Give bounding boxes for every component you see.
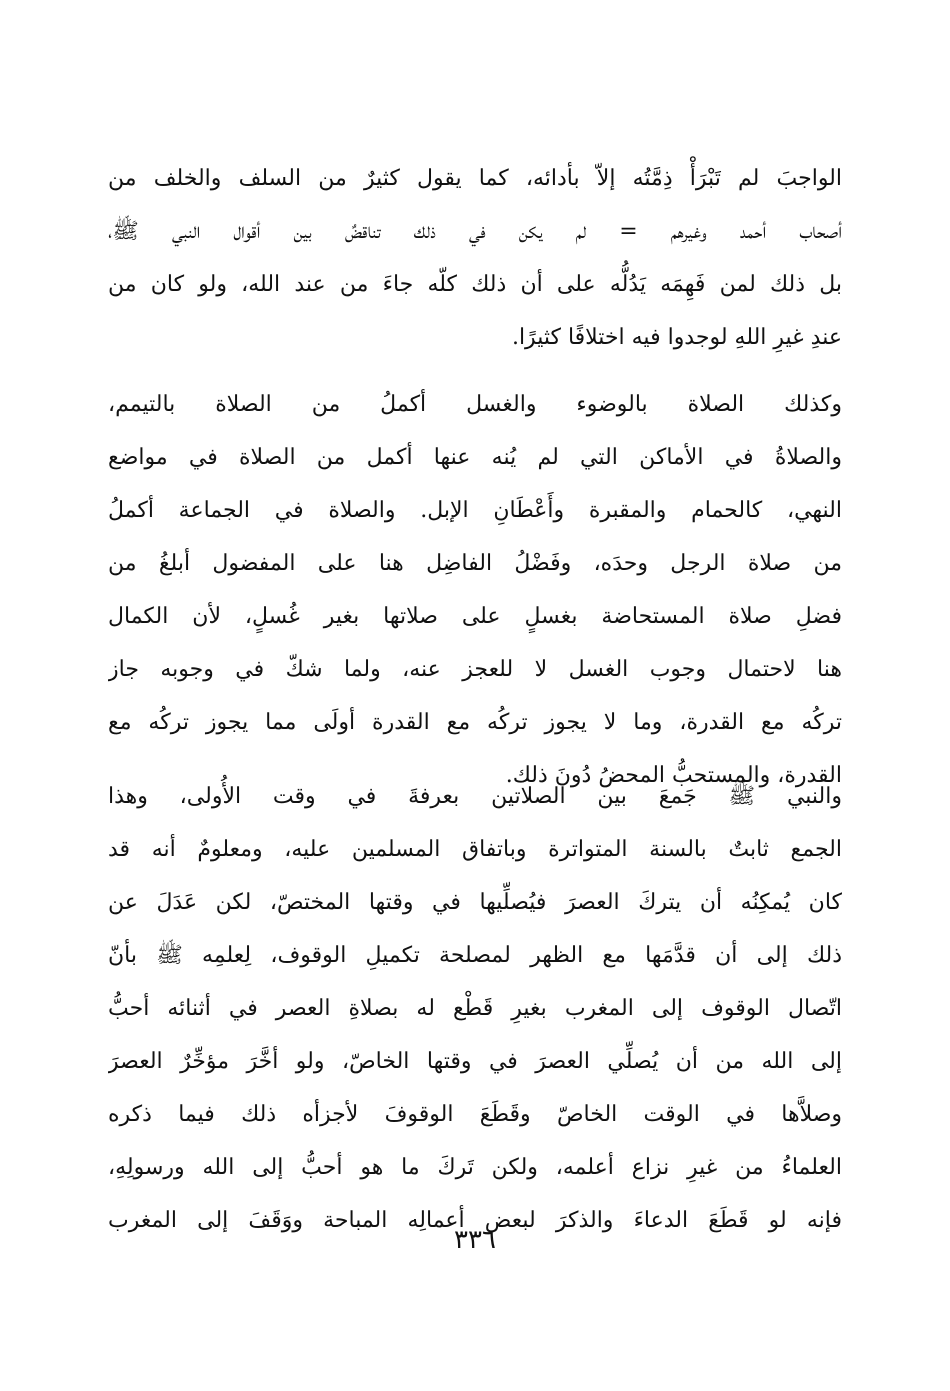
paragraph-line: تركُه مع القدرة، وما لا يجوز تركُه مع القدرة أولَى مما يجوز تركُه مع: [108, 710, 842, 735]
paragraph-line: إلى الله من أن يُصلِّي العصرَ في وقتها الخاصّ، ولو أخَّرَ مؤخِّرٌ العصرَ: [108, 1049, 842, 1074]
paragraph-line: فضلِ صلاة المستحاضة بغسلٍ على صلاتها بغير غُسلٍ، لأن الكمال: [108, 604, 842, 629]
paragraph-line: من صلاة الرجل وحدَه، وفَضْلُ الفاضِل هنا على المفضول أبلغُ من: [108, 551, 842, 576]
paragraph-line: كان يُمكِنُه أن يتركَ العصرَ فيُصلِّيها في وقتها المختصّ، لكن عَدَلَ عن: [108, 890, 842, 915]
paragraph-line: والصلاةُ في الأماكن التي لم يُنه عنها أكمل من الصلاة في مواضع: [108, 445, 842, 470]
paragraph-2: [108, 378, 842, 802]
paragraph-line: النهي، كالحمام والمقبرة وأَعْطَانِ الإبل. والصلاة في الجماعة أكملُ: [108, 498, 842, 523]
paragraph-line: الجمع ثابتٌ بالسنة المتواترة وباتفاق المسلمين عليه، ومعلومٌ أنه قد: [108, 837, 842, 862]
paragraph-line: اتّصال الوقوف إلى المغرب بغيرِ قَطْع له بصلاةِ العصر في أثنائه أحبُّ: [108, 996, 842, 1021]
paragraph-line: هنا لاحتمال وجوب الغسل لا للعجز عنه، ولما شكّ في وجوبه جاز: [108, 657, 842, 682]
paragraph-1: [108, 152, 842, 364]
paragraph-line: وصلاَّها في الوقت الخاصّ وقَطَعَ الوقوفَ لأجزأه ذلك فيما ذكره: [108, 1102, 842, 1127]
paragraph-line: وكذلك الصلاة بالوضوء والغسل أكملُ من الصلاة بالتيمم،: [108, 392, 842, 417]
paragraph-line: العلماءُ من غيرِ نزاع أعلمه، ولكن تَركَ ما هو أحبُّ إلى الله ورسولِهِ،: [108, 1155, 842, 1180]
paragraph-line: القدرة، والمستحبُّ المحضُ دُونَ ذلك.: [505, 763, 842, 788]
paragraph-line: ذلك إلى أن قدَّمَها مع الظهر لمصلحة تكميلِ الوقوف، لِعلمِه ﷺ بأنّ: [108, 943, 842, 968]
page-number: ٣٣٦: [454, 1225, 496, 1255]
paragraph-line: فإنه لو قَطَعَ الدعاءَ والذكرَ لبعض أعمالِه المباحة ووَقَفَ إلى المغرب: [108, 1208, 842, 1233]
paragraph-line: عندِ غيرِ اللهِ لوجدوا فيه اختلافًا كثيرًا.: [511, 325, 842, 350]
paragraph-line: بل ذلك لمن فَهِمَه يَدُلُّه على أن ذلك كلّه جاءَ من عند الله، ولو كان من: [108, 272, 842, 297]
paragraph-line: والنبي ﷺ جَمعَ بين الصلاتين بعرفةَ في وقت الأُولى، وهذا: [108, 784, 842, 809]
paragraph-3: [108, 770, 842, 1247]
paragraph-line: أصحاب أحمد وغيرهم = لم يكن في ذلك تناقضٌ بين أقوال النبي ﷺ،: [108, 219, 842, 244]
paragraph-line: الواجبَ لم تَبْرَأْ ذِمَّتُه إلاّ بأدائه، كما يقول كثيرٌ من السلف والخلف من: [108, 166, 842, 191]
